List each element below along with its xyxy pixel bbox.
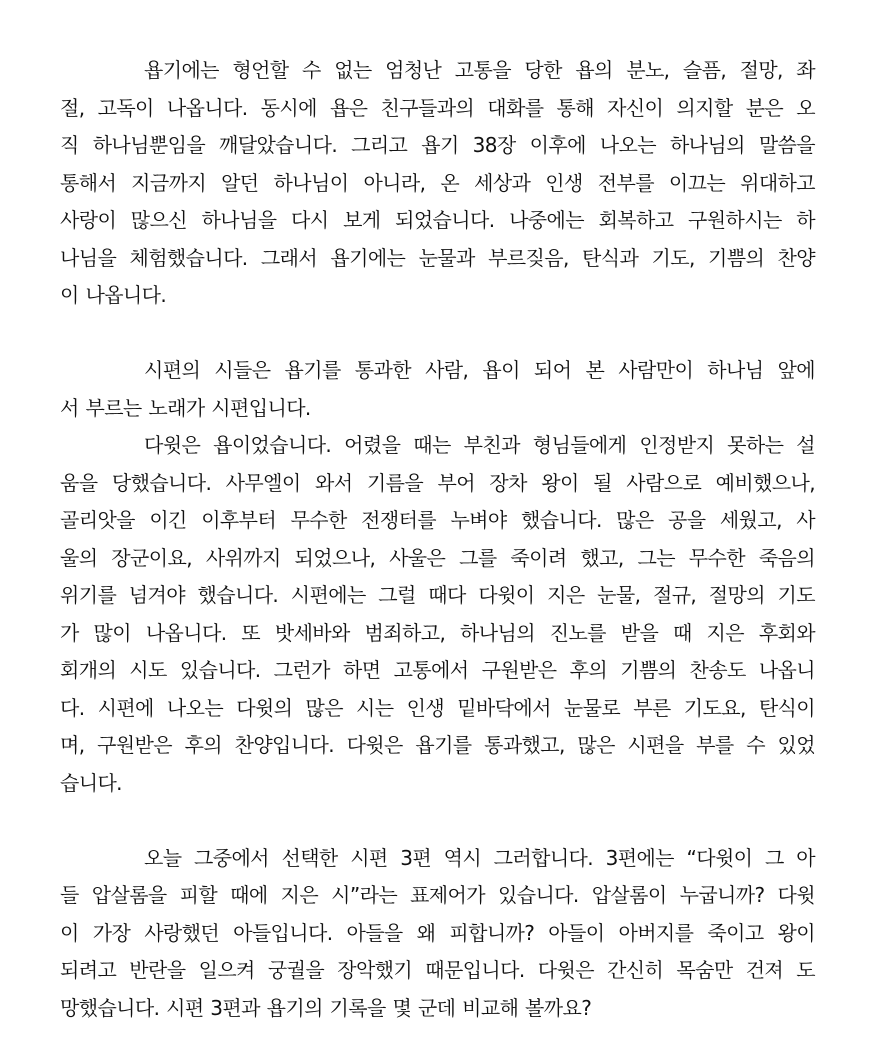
document-body xyxy=(60,52,815,1027)
text-line: 되려고 반란을 일으켜 궁궐을 장악했기 때문입니다. 다윗은 간신히 목숨만 건져 도 xyxy=(60,958,815,982)
text-line: 며, 구원받은 후의 찬양입니다. 다윗은 욥기를 통과했고, 많은 시편을 부를 수 있었 xyxy=(60,733,815,757)
text-line: 위기를 넘겨야 했습니다. 시편에는 그럴 때다 다윗이 지은 눈물, 절규, 절망의 기도 xyxy=(60,583,815,607)
text-line: 움을 당했습니다. 사무엘이 와서 기름을 부어 장차 왕이 될 사람으로 예비했으나, xyxy=(60,470,815,495)
text-line: 통해서 지금까지 알던 하나님이 아니라, 온 세상과 인생 전부를 이끄는 위대하고 xyxy=(60,170,815,195)
text-line: 회개의 시도 있습니다. 그런가 하면 고통에서 구원받은 후의 기쁨의 찬송도 나옵니 xyxy=(60,658,815,682)
text-line: 절, 고독이 나옵니다. 동시에 욥은 친구들과의 대화를 통해 자신이 의지할 분은 오 xyxy=(60,95,815,120)
paragraph-2 xyxy=(60,352,815,427)
text-line: 골리앗을 이긴 이후부터 무수한 전쟁터를 누벼야 했습니다. 많은 공을 세웠고, 사 xyxy=(60,508,815,532)
paragraph-gap xyxy=(60,802,815,840)
text-line: 가 많이 나옵니다. 또 밧세바와 범죄하고, 하나님의 진노를 받을 때 지은 후회와 xyxy=(60,620,815,645)
text-line: 울의 장군이요, 사위까지 되었으나, 사울은 그를 죽이려 했고, 그는 무수한 죽음의 xyxy=(60,545,815,570)
text-line: 서 부르는 노래가 시편입니다. xyxy=(60,395,311,420)
text-line: 직 하나님뿐임을 깨달았습니다. 그리고 욥기 38장 이후에 나오는 하나님의 말씀을 xyxy=(60,133,815,157)
text-line: 시편의 시들은 욥기를 통과한 사람, 욥이 되어 본 사람만이 하나님 앞에 xyxy=(144,358,815,382)
text-line: 이 나옵니다. xyxy=(60,283,167,307)
text-line: 다윗은 욥이었습니다. 어렸을 때는 부친과 형님들에게 인정받지 못하는 설 xyxy=(144,433,815,457)
paragraph-4 xyxy=(60,840,815,1028)
text-line: 욥기에는 형언할 수 없는 엄청난 고통을 당한 욥의 분노, 슬픔, 절망, 좌 xyxy=(144,58,815,82)
paragraph-1 xyxy=(60,52,815,315)
text-line: 사랑이 많으신 하나님을 다시 보게 되었습니다. 나중에는 회복하고 구원하시는 하 xyxy=(60,208,815,232)
text-line: 이 가장 사랑했던 아들입니다. 아들을 왜 피합니까? 아들이 아버지를 죽이고 왕이 xyxy=(60,920,815,945)
paragraph-gap xyxy=(60,315,815,353)
text-line: 오늘 그중에서 선택한 시편 3편 역시 그러합니다. 3편에는 “다윗이 그 아 xyxy=(144,845,815,870)
text-line: 들 압살롬을 피할 때에 지은 시”라는 표제어가 있습니다. 압살롬이 누굽니까? 다윗 xyxy=(60,883,815,907)
text-line: 다. 시편에 나오는 다윗의 많은 시는 인생 밑바닥에서 눈물로 부른 기도요, 탄식이 xyxy=(60,695,815,720)
text-line: 습니다. xyxy=(60,770,122,795)
paragraph-3 xyxy=(60,427,815,802)
text-line: 망했습니다. 시편 3편과 욥기의 기록을 몇 군데 비교해 볼까요? xyxy=(60,995,592,1020)
text-line: 나님을 체험했습니다. 그래서 욥기에는 눈물과 부르짖음, 탄식과 기도, 기쁨의 찬양 xyxy=(60,245,815,270)
